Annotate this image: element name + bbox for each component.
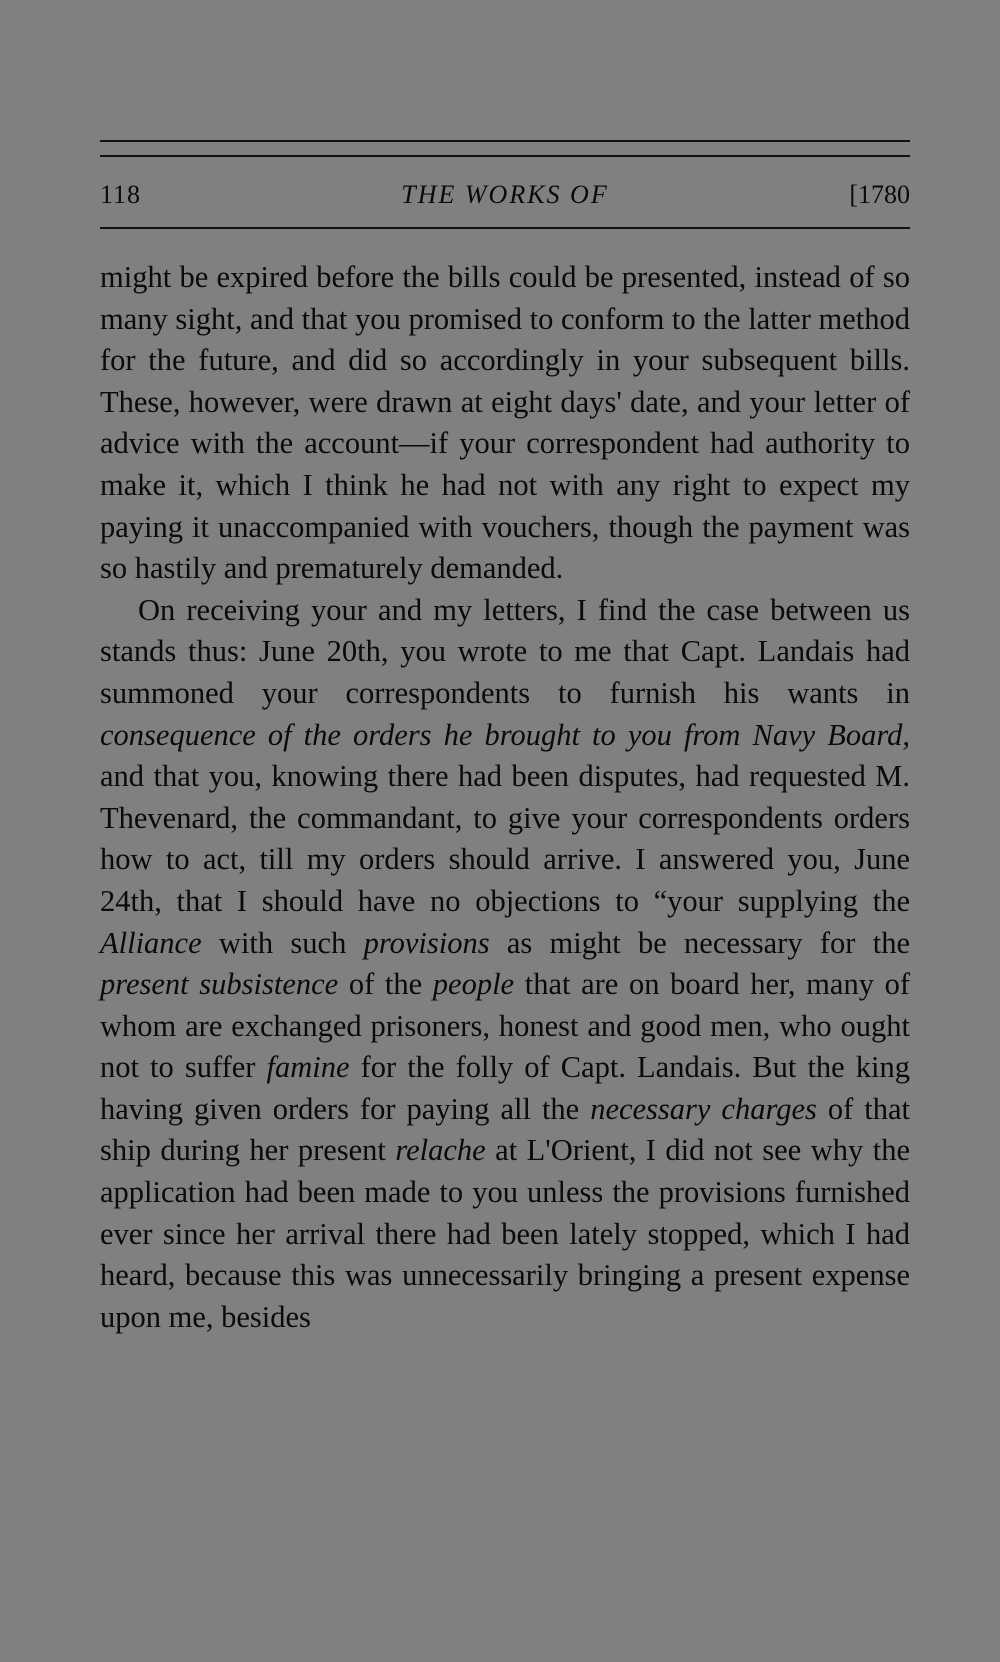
text-run: might be expired before the bills could be presented, instead of so many sight, and that you promised to conform to the latter method for the future, and did so accordingly in your subsequent bills. These, however, were drawn at eight days' date, and your letter of advice with the account—if your correspondent had authority to make it, which I think he had not with any right to expect my paying it unaccompanied with vouchers, though the payment was so hastily and prematurely demanded. — [100, 260, 910, 586]
text-run: with such — [201, 925, 364, 960]
book-page — [100, 140, 910, 1338]
header-double-rule — [100, 140, 910, 157]
running-title: THE WORKS OF — [401, 180, 609, 209]
italic-text: relache — [395, 1133, 486, 1168]
paragraph — [100, 590, 910, 1339]
running-year: [1780 — [849, 180, 910, 209]
running-head — [100, 167, 910, 223]
italic-text: provisions — [363, 925, 490, 960]
text-run: On receiving your and my letters, I find the case between us stands thus: June 20th, you wrote to me that Capt. Landais had summoned your correspondents to furnish his wants in — [100, 592, 910, 710]
text-run: at L'Orient, I did not see why the application had been made to you unless the provisions furnished ever since her arrival there had been lately stopped, which I had heard, because this was unnecessarily bringing a present expense upon me, besides — [100, 1133, 910, 1334]
italic-text: consequence of the orders he brought to you from Navy Board, — [100, 717, 910, 752]
body-text — [100, 257, 910, 1338]
text-run: of that ship during her present — [100, 1091, 910, 1168]
page-number: 118 — [100, 180, 142, 209]
text-run: and that you, knowing there had been disputes, had requested M. Thevenard, the commandant, to give your correspondents orders how to act, till my orders should arrive. I answered you, June 24th, that I should have no objections to “your supplying the — [100, 759, 910, 918]
paragraph — [100, 257, 910, 590]
italic-text: people — [432, 967, 515, 1002]
text-run: as might be necessary for the — [489, 925, 910, 960]
italic-text: present subsistence — [100, 967, 339, 1002]
italic-text: famine — [266, 1050, 350, 1085]
header-rule — [100, 227, 910, 229]
text-run: that are on board her, many of whom are exchanged prisoners, honest and good men, who ought not to suffer — [100, 967, 910, 1085]
italic-text: Alliance — [100, 925, 202, 960]
italic-text: necessary charges — [590, 1091, 817, 1126]
text-run: for the folly of Capt. Landais. But the king having given orders for paying all the — [100, 1050, 911, 1126]
text-run: of the — [338, 967, 433, 1002]
